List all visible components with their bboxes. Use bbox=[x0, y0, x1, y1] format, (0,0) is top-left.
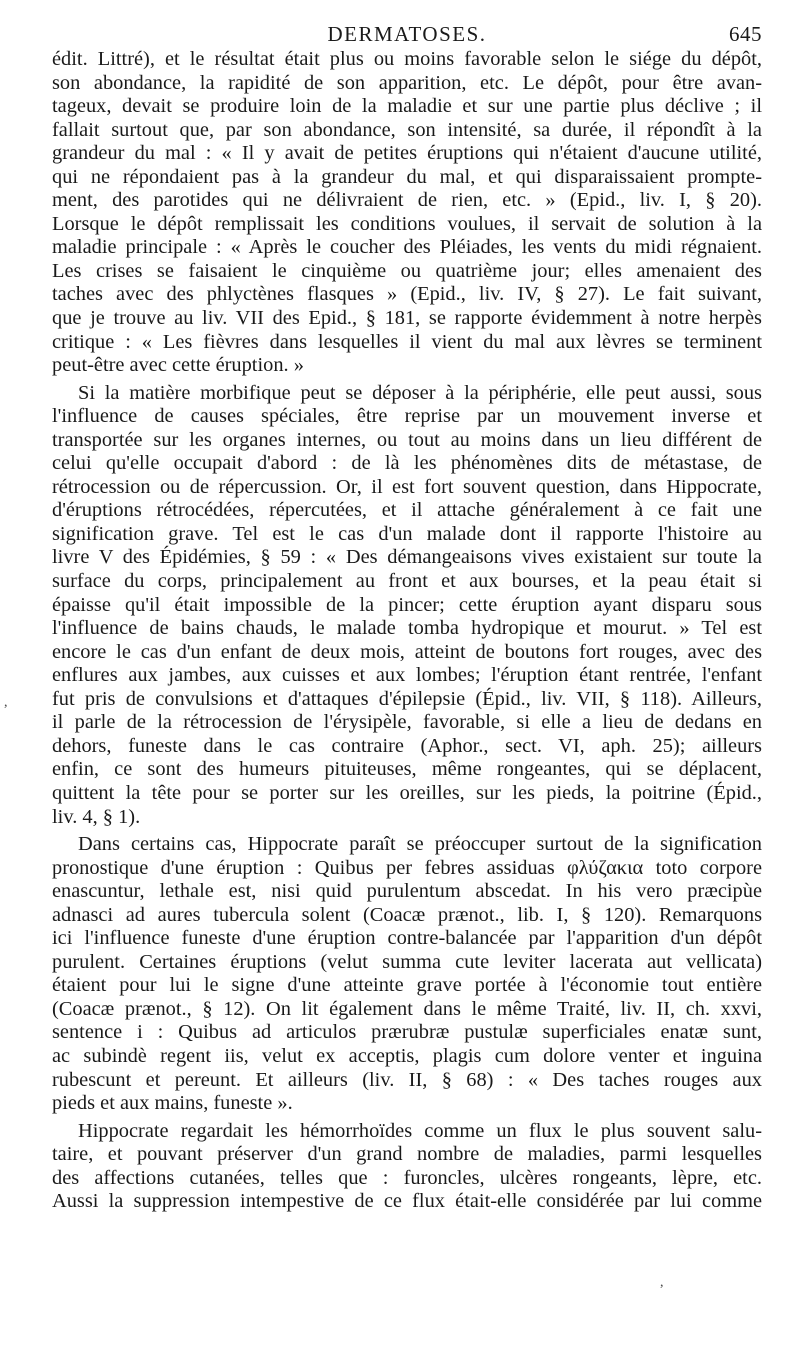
text-line: Les crises se faisaient le cinquième ou quatrième jour; elles amenaient des bbox=[52, 259, 762, 282]
text-line: enfin, ce sont des humeurs pituiteuses, même rongeantes, qui se déplacent, bbox=[52, 758, 762, 781]
text-line: tageux, devait se produire loin de la maladie et sur une partie plus déclive ; il bbox=[52, 95, 762, 118]
text-line: ici l'influence funeste d'une éruption contre-balancée par l'apparition d'un dépôt bbox=[52, 927, 762, 950]
page-number: 645 bbox=[729, 22, 762, 46]
text-line: taire, et pouvant préserver d'un grand nombre de maladies, parmi lesquelles bbox=[52, 1143, 762, 1166]
text-line: Dans certains cas, Hippocrate paraît se préoccuper surtout de la signification bbox=[78, 833, 762, 856]
text-line: peut-être avec cette éruption. » bbox=[52, 354, 304, 377]
text-line: son abondance, la rapidité de son apparition, etc. Le dépôt, pour être avan- bbox=[52, 71, 762, 94]
text-line: ac subindè regent iis, velut ex acceptis, plagis cum dolore venter et inguina bbox=[52, 1044, 762, 1067]
paragraph bbox=[52, 48, 762, 378]
text-line: surface du corps, principalement au front et aux bourses, et la peau était si bbox=[52, 570, 762, 593]
text-line: liv. 4, § 1). bbox=[52, 805, 141, 828]
text-line: maladie principale : « Après le coucher des Pléiades, les vents du midi régnaient. bbox=[52, 236, 762, 259]
text-line: critique : « Les fièvres dans lesquelles il vient du mal aux lèvres se terminent bbox=[52, 330, 762, 353]
text-line: sentence i : Quibus ad articulos prærubræ pustulæ superficiales enatæ sunt, bbox=[52, 1021, 762, 1044]
text-line: purulent. Certaines éruptions (velut summa cute leviter lacerata aut vellicata) bbox=[52, 950, 762, 973]
text-line: l'influence de causes spéciales, être reprise par un mouvement inverse et bbox=[52, 405, 762, 428]
text-line: Si la matière morbifique peut se déposer à la périphérie, elle peut aussi, sous bbox=[78, 381, 762, 404]
text-line: enascuntur, lethale est, nisi quid purulentum abscedat. In his vero præcipùe bbox=[52, 880, 762, 903]
margin-mark: , bbox=[4, 695, 8, 710]
text-line: encore le cas d'un enfant de deux mois, atteint de boutons fort rouges, avec des bbox=[52, 640, 762, 663]
text-line: des affections cutanées, telles que : furoncles, ulcères rongeants, lèpre, etc. bbox=[52, 1166, 762, 1189]
page-header bbox=[52, 18, 762, 48]
text-line: taches avec des phlyctènes flasques » (Epid., liv. IV, § 27). Le fait suivant, bbox=[52, 283, 762, 306]
text-line: épaisse qu'il était impossible de la pincer; cette éruption ayant disparu sous bbox=[52, 593, 762, 616]
text-line: transportée sur les organes internes, ou tout au moins dans un lieu différent de bbox=[52, 428, 762, 451]
text-line: grandeur du mal : « Il y avait de petites éruptions qui n'étaient d'aucune utilité, bbox=[52, 142, 762, 165]
text-line: Hippocrate regardait les hémorrhoïdes comme un flux le plus souvent salu- bbox=[78, 1119, 762, 1142]
paragraph bbox=[52, 382, 762, 829]
text-line: quittent la tête pour se porter sur les oreilles, sur les pieds, la poitrine (Épid., bbox=[52, 781, 762, 804]
text-line: édit. Littré), et le résultat était plus ou moins favorable selon le siége du dépôt, bbox=[52, 48, 762, 70]
text-line: rétrocession ou de répercussion. Or, il est fort souvent question, dans Hippocrate, bbox=[52, 475, 762, 498]
text-line: que je trouve au liv. VII des Epid., § 181, se rapporte évidemment à notre herpès bbox=[52, 307, 762, 330]
book-page bbox=[52, 18, 762, 1214]
text-line: Lorsque le dépôt remplissait les conditions voulues, il servait de solution à la bbox=[52, 212, 762, 235]
text-line: Aussi la suppression intempestive de ce flux était-elle considérée par lui comme bbox=[52, 1190, 762, 1213]
text-line: il parle de la rétrocession de l'érysipèle, favorable, si elle a lieu de dedans en bbox=[52, 711, 762, 734]
text-line: fallait surtout que, par son abondance, son intensité, sa durée, il répondît à la bbox=[52, 118, 762, 141]
text-line: fut pris de convulsions et d'attaques d'épilepsie (Épid., liv. VII, § 118). Ailleurs, bbox=[52, 687, 762, 710]
paragraph bbox=[52, 1120, 762, 1214]
text-line: enflures aux jambes, aux cuisses et aux lombes; l'éruption étant rentrée, l'enfant bbox=[52, 664, 762, 687]
body-text bbox=[52, 48, 762, 1214]
text-line: signification grave. Tel est le cas d'un malade dont il rapporte l'histoire au bbox=[52, 522, 762, 545]
text-line: étaient pour lui le signe d'une atteinte grave portée à l'économie tout entière bbox=[52, 974, 762, 997]
text-line: livre V des Épidémies, § 59 : « Des démangeaisons vives existaient sur toute la bbox=[52, 546, 762, 569]
text-line: rubescunt et pereunt. Et ailleurs (liv. II, § 68) : « Des taches rouges aux bbox=[52, 1068, 762, 1091]
text-line: pronostique d'une éruption : Quibus per febres assiduas φλύζακια toto corpore bbox=[52, 856, 762, 879]
text-line: ment, des parotides qui ne délivraient de rien, etc. » (Epid., liv. I, § 20). bbox=[52, 189, 762, 212]
text-line: (Coacæ prænot., § 12). On lit également dans le même Traité, liv. II, ch. xxvi, bbox=[52, 997, 762, 1020]
text-line: dehors, funeste dans le cas contraire (Aphor., sect. VI, aph. 25); ailleurs bbox=[52, 734, 762, 757]
text-line: l'influence de bains chauds, le malade tomba hydropique et mourut. » Tel est bbox=[52, 617, 762, 640]
text-line: celui qu'elle occupait d'abord : de là les phénomènes dits de métastase, de bbox=[52, 452, 762, 475]
text-line: d'éruptions rétrocédées, répercutées, et il attache généralement à ce fait une bbox=[52, 499, 762, 522]
margin-mark: , bbox=[660, 1275, 664, 1290]
running-head: DERMATOSES. bbox=[327, 22, 487, 46]
text-line: qui ne répondaient pas à la grandeur du mal, et qui disparaissaient prompte- bbox=[52, 165, 762, 188]
text-line: pieds et aux mains, funeste ». bbox=[52, 1092, 293, 1115]
text-line: adnasci ad aures tubercula solent (Coacæ prænot., lib. I, § 120). Remarquons bbox=[52, 903, 762, 926]
paragraph bbox=[52, 833, 762, 1116]
